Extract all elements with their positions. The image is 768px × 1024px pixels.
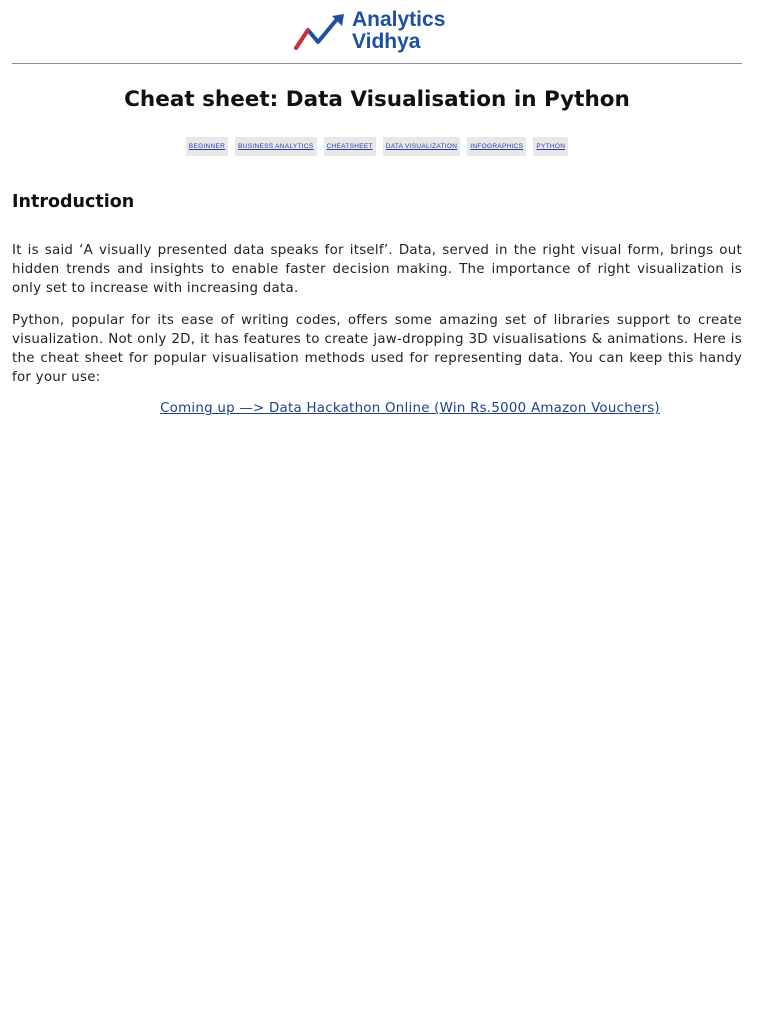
tag-cheatsheet[interactable]: CHEATSHEET — [324, 137, 376, 156]
logo-line-1: Analytics — [352, 8, 446, 31]
tag-list — [12, 137, 742, 156]
site-logo[interactable] — [294, 8, 474, 58]
tag-business-analytics[interactable]: BUSINESS ANALYTICS — [235, 137, 316, 156]
tag-data-visualization[interactable]: DATA VISUALIZATION — [383, 137, 461, 156]
logo-line-2: Vidhya — [352, 30, 421, 53]
tag-infographics[interactable]: INFOGRAPHICS — [467, 137, 526, 156]
tag-beginner[interactable]: BEGINNER — [186, 137, 228, 156]
tag-python[interactable]: PYTHON — [533, 137, 568, 156]
article-title: Cheat sheet: Data Visualisation in Python — [124, 87, 630, 112]
intro-paragraph-1: It is said ‘A visually presented data speaks for itself’. Data, served in the right visual form, brings out hidden trends and insights to enable faster decision making. The importance of right visualization is only set to increase with increasing data. — [12, 243, 742, 296]
intro-paragraph-2: Python, popular for its ease of writing codes, offers some amazing set of libraries support to create visualization. Not only 2D, it has features to create jaw-dropping 3D visualisations & animations. Here is the cheat sheet for popular visualisation methods used for representing data. You can keep this handy for your use: — [12, 313, 742, 385]
logo-wordmark — [352, 9, 445, 53]
header-divider — [12, 63, 742, 64]
hackathon-promo-link[interactable]: Coming up —> Data Hackathon Online (Win Rs.5000 Amazon Vouchers) — [160, 401, 660, 416]
analytics-vidhya-logo-mark-icon — [294, 12, 348, 54]
section-heading-introduction: Introduction — [12, 192, 135, 212]
